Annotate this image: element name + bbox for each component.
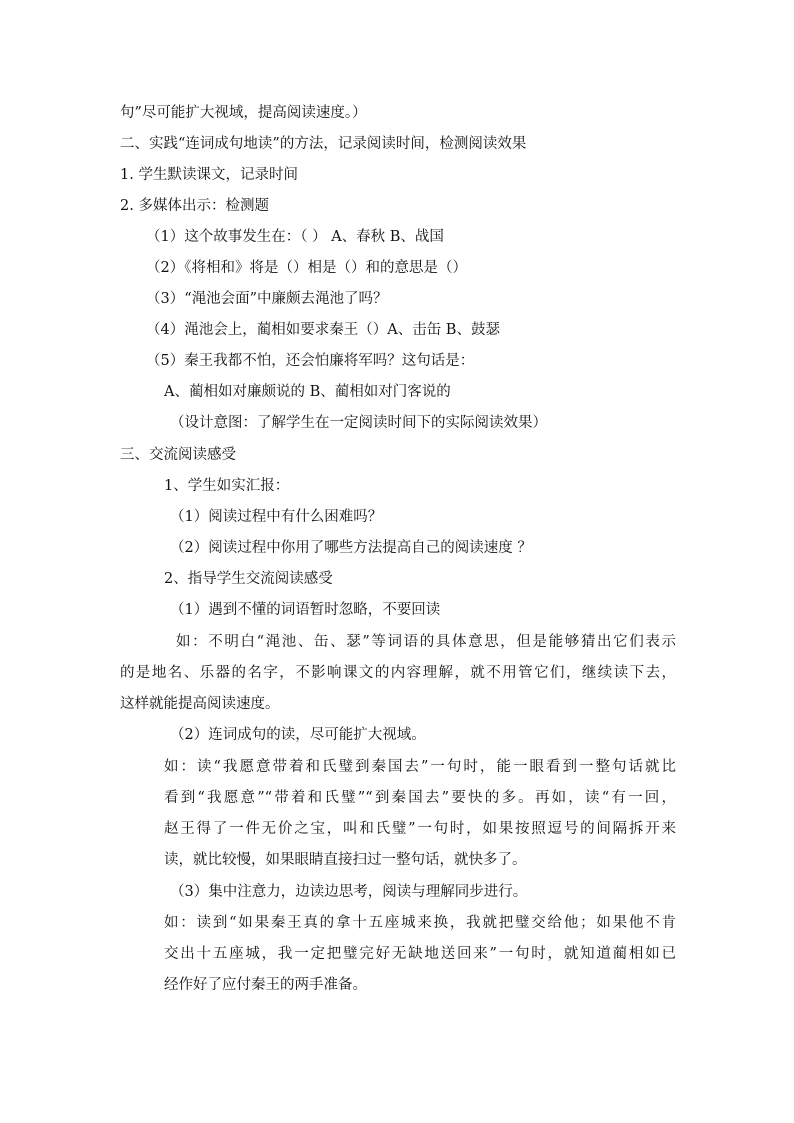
- paragraph-line: 交出十五座城，我一定把璧完好无缺地送回来”一句时，就知道蔺相如已: [164, 946, 676, 962]
- paragraph-line: 如：不明白“渑池、缶、瑟”等词语的具体意思，但是能够猜出它们表示: [176, 634, 676, 650]
- question-item: （1）这个故事发生在：（ ） A、春秋 B、战国: [146, 229, 444, 245]
- paragraph-line: 看到“我愿意”“带着和氏璧”“到秦国去”要快的多。再如，读“有一回，: [164, 790, 676, 806]
- paragraph-line: 的是地名、乐器的名字，不影响课文的内容理解，就不用管它们，继续读下去，: [120, 665, 676, 681]
- paragraph-line: 经作好了应付秦王的两手准备。: [164, 977, 367, 993]
- question-item: （3）“渑池会面”中廉颇去渑池了吗？: [146, 291, 388, 307]
- question-item: （2）《将相和》将是（）相是（）和的意思是（）: [146, 260, 467, 276]
- text-line: 句”尽可能扩大视域，提高阅读速度。）: [120, 105, 367, 121]
- text-line: （2）阅读过程中你用了哪些方法提高自己的阅读速度 ？: [170, 540, 532, 556]
- paragraph-line: 读，就比较慢，如果眼睛直接扫过一整句话，就快多了。: [164, 852, 527, 868]
- section-heading: 二、实践“连词成句地读”的方法，记录阅读时间，检测阅读效果: [120, 136, 527, 152]
- text-line: 2. 多媒体出示：检测题: [120, 198, 269, 214]
- question-item: （5）秦王我都不怕，还会怕廉将军吗？这句话是：: [146, 353, 475, 369]
- text-line: （3）集中注意力，边读边思考，阅读与理解同步进行。: [170, 884, 528, 900]
- text-line: （1）阅读过程中有什么困难吗？: [170, 509, 383, 525]
- paragraph-line: 这样就能提高阅读速度。: [120, 696, 280, 712]
- text-line: 1. 学生默读课文，记录时间: [120, 167, 298, 183]
- section-heading: 三、交流阅读感受: [120, 447, 236, 463]
- text-line: （2）连词成句的读，尽可能扩大视域。: [170, 727, 426, 743]
- paragraph-line: 如：读“我愿意带着和氏璧到秦国去”一句时，能一眼看到一整句话就比: [164, 759, 676, 775]
- paragraph-line: 如：读到“如果秦王真的拿十五座城来换，我就把璧交给他；如果他不肯: [164, 915, 676, 931]
- question-options: A、蔺相如对廉颇说的 B、蔺相如对门客说的: [164, 384, 451, 400]
- text-line: 1、学生如实汇报：: [164, 478, 290, 494]
- text-line: 2、指导学生交流阅读感受: [164, 571, 333, 587]
- question-item: （4）渑池会上，蔺相如要求秦王（）A、击缶 B、鼓瑟: [146, 322, 500, 338]
- design-note: （设计意图：了解学生在一定阅读时间下的实际阅读效果）: [170, 415, 547, 431]
- text-line: （1）遇到不懂的词语暂时忽略，不要回读: [170, 602, 441, 618]
- paragraph-line: 赵王得了一件无价之宝，叫和氏璧”一句时，如果按照逗号的间隔拆开来: [164, 821, 676, 837]
